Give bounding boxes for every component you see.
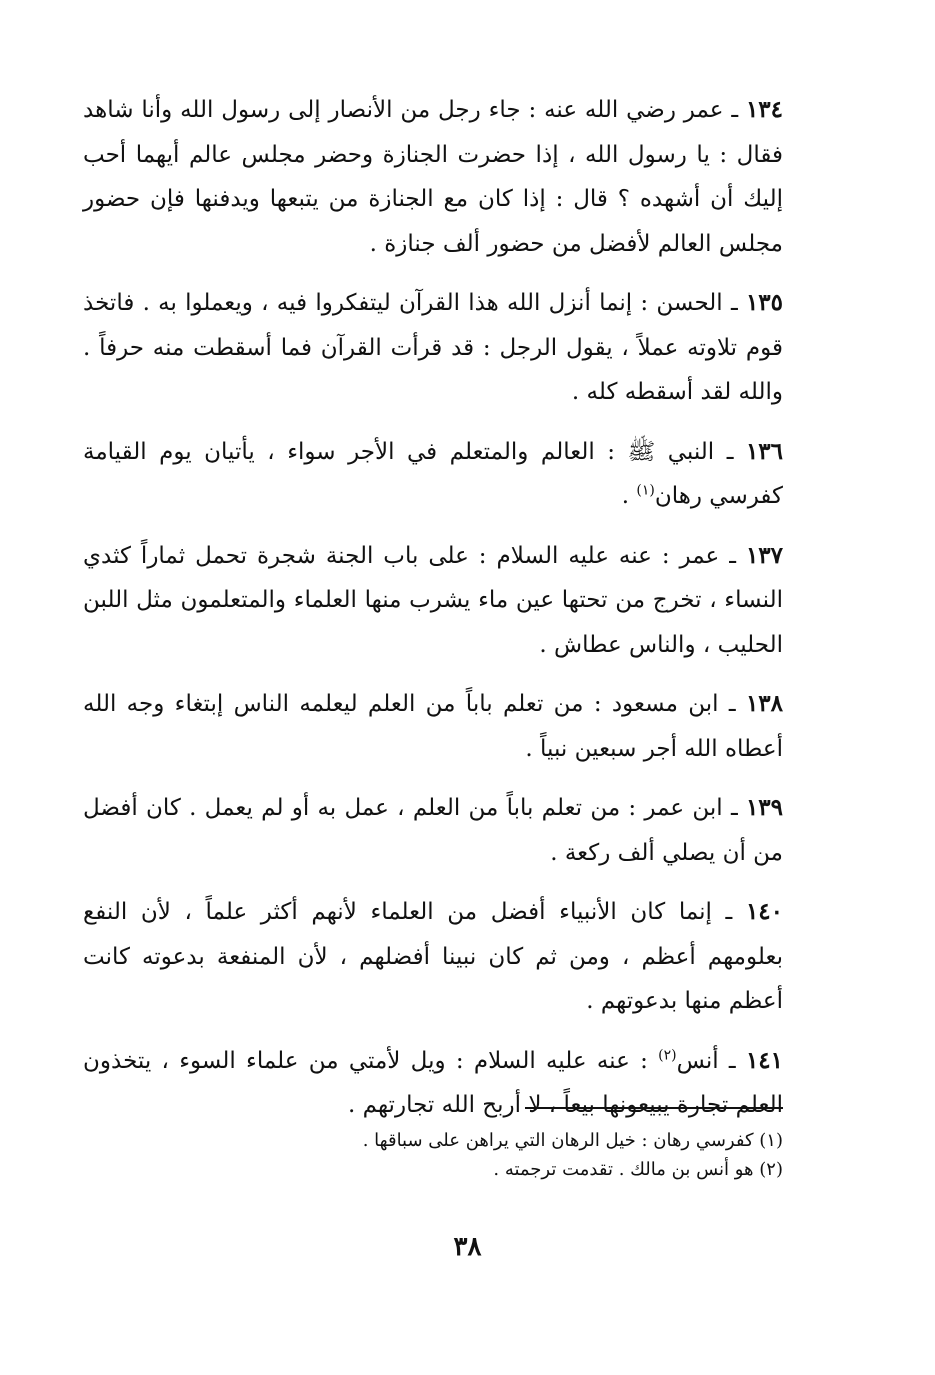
footnote-divider [525,1107,783,1109]
entry-number: ١٣٥ [745,289,783,316]
entry-text: ـ عمر : عنه عليه السلام : على باب الجنة شجرة تحمل ثماراً كثدي النساء ، تخرج من تحتها عين ماء يشرب منها العلماء والمتعلمون مثل اللبن الحليب ، والناس عطاش . [83,542,783,658]
entry-text: ـ إنما كان الأنبياء أفضل من العلماء لأنهم أكثر علماً ، لأن النفع بعلومهم أعظم ، ومن ثم كان نبينا أفضلهم ، لأن المنفعة بدعوته كانت أعظم منها بدعوتهم . [83,899,783,1014]
entry-number: ١٣٤ [745,96,783,123]
page-number: ٣٨ [453,1232,482,1262]
footnote-ref[interactable]: (٢) [658,1046,677,1063]
entry-text: ـ أنس [676,1047,736,1074]
entry-number: ١٣٨ [745,690,784,717]
entry-141 [83,1039,783,1128]
entry-text: ـ عمر رضي الله عنه : جاء رجل من الأنصار إلى رسول الله وأنا شاهد فقال : يا رسول الله ، إذا حضرت الجنازة وحضر مجلس عالم أيهما أحب إليك أن أشهده ؟ قال : إذا كان مع الجنازة من يتبعها ويدفنها فإن حضور مجلس العالم لأفضل من حضور ألف جنازة . [83,97,783,257]
footnote-2: (٢) هو أنس بن مالك . تقدمت ترجمته . [493,1159,783,1180]
entry-text-after: : عنه عليه السلام : ويل لأمتي من علماء السوء ، يتخذون العلم تجارة يبيعونها بيعاً ، لا أربح الله تجارتهم . [83,1047,783,1118]
entry-number: ١٤٠ [745,898,783,925]
entry-number: ١٤١ [745,1046,783,1074]
footnote-ref[interactable]: (١) [636,482,655,499]
entry-139 [83,786,783,875]
entry-135 [83,281,783,415]
entry-text: ـ الحسن : إنما أنزل الله هذا القرآن ليتفكروا فيه ، ويعملوا به . فاتخذ قوم تلاوته عملاً ، يقول الرجل : قد قرأت القرآن فما أسقطت منه حرفاً . والله لقد أسقطه كله . [83,290,783,405]
footnotes [83,1126,783,1184]
entry-136 [83,430,783,519]
entry-134 [83,88,783,266]
entry-text: ـ ابن عمر : من تعلم باباً من العلم ، عمل به أو لم يعمل . كان أفضل من أن يصلي ألف ركعة . [83,795,783,866]
entry-number: ١٣٦ [745,437,783,465]
entry-number: ١٣٩ [745,794,784,821]
entry-138 [83,682,783,771]
entry-text: ـ ابن مسعود : من تعلم باباً من العلم ليعلمه الناس إبتغاء وجه الله أعطاه الله أجر سبعين نبياً . [83,691,783,762]
page-body [83,88,783,1128]
footnote-1: (١) كفرسي رهان : خيل الرهان التي يراهن على سباقها . [362,1130,783,1151]
entry-text: ـ النبي ﷺ : العالم والمتعلم في الأجر سواء ، يأتيان يوم القيامة كفرسي رهان [83,438,783,509]
entry-140 [83,890,783,1024]
entry-number: ١٣٧ [745,541,783,569]
entry-text-after: . [621,483,637,509]
entry-137 [83,534,783,668]
